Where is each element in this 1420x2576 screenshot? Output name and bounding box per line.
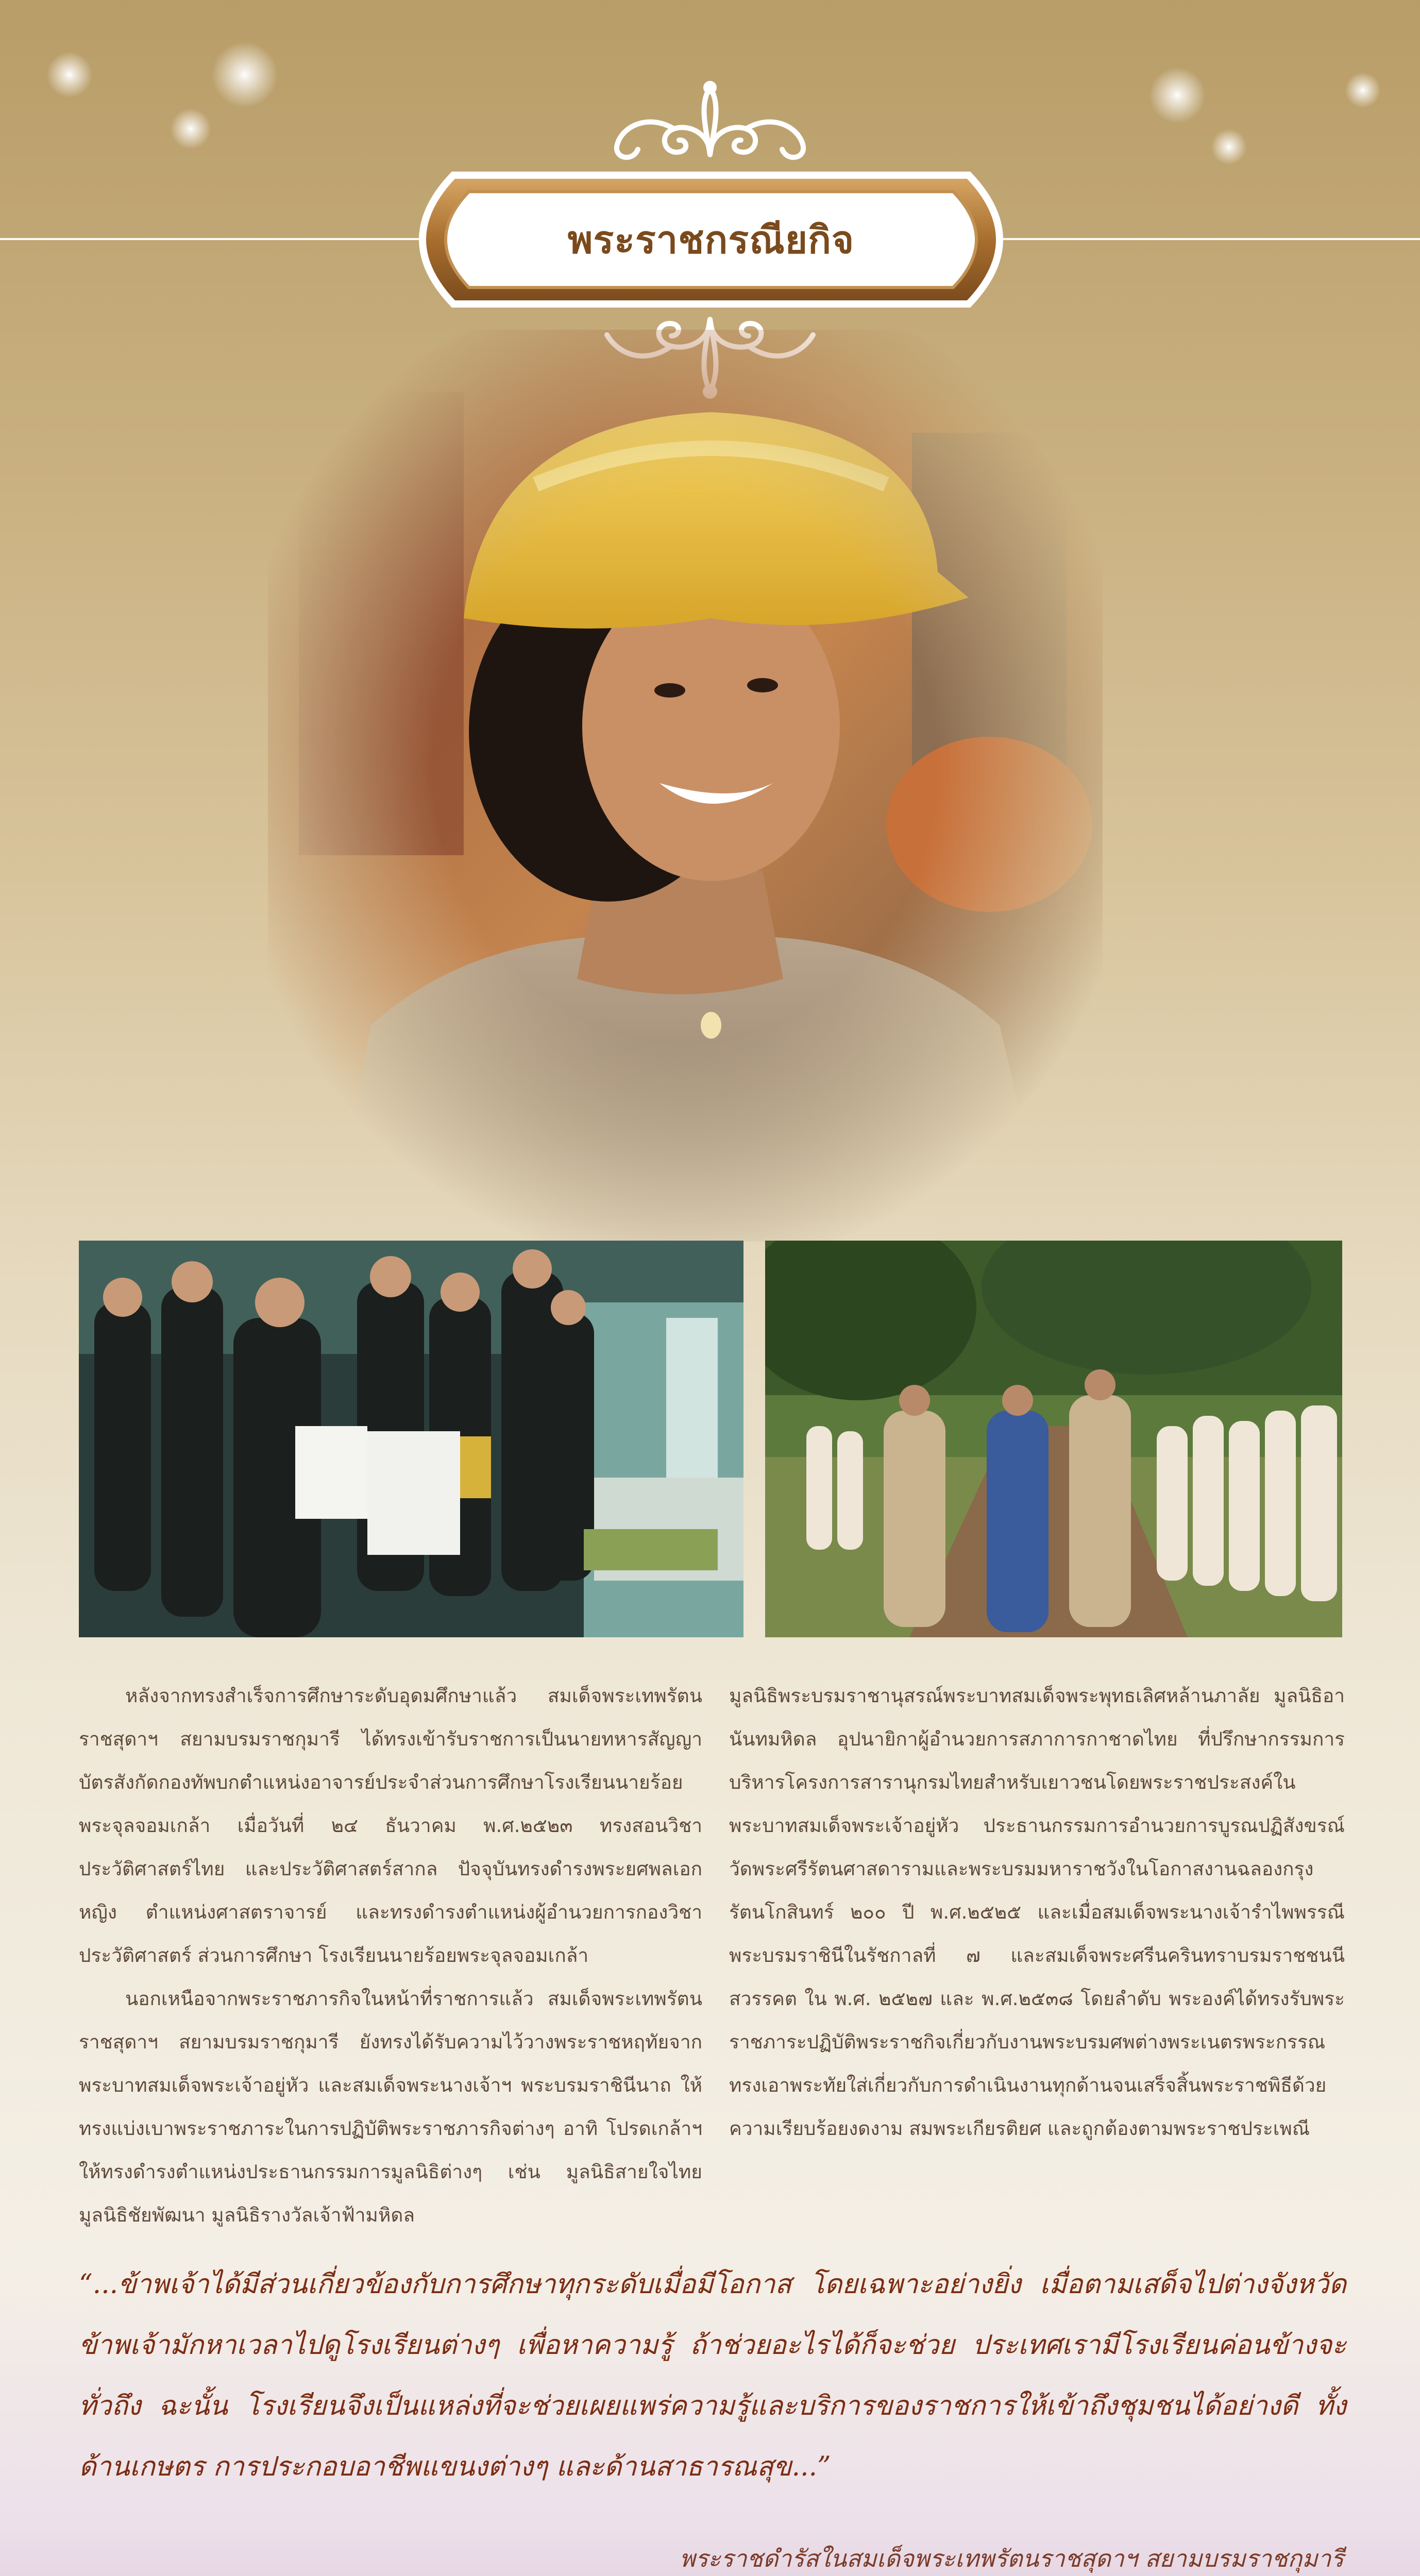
page-title: พระราชกรณียกิจ [567,218,855,262]
sparkle-decoration [1345,72,1381,108]
sparkle-decoration [170,108,211,149]
sparkle-decoration [1211,129,1247,165]
event-photo-right [765,1241,1342,1637]
sparkle-decoration [46,52,93,98]
event-photo-left [79,1241,743,1637]
article-paragraph: มูลนิธิพระบรมราชานุสรณ์พระบาทสมเด็จพระพุทธเลิศหล้านภาลัย มูลนิธิอานันทมหิดล อุปนายิกาผู้อำนวยการสภาการกาชาดไทย ที่ปรึกษากรรมการบริหารโครงการสารานุกรมไทยสำหรับเยาวชนโดยพระราชประสงค์ในพระบาทสมเด็จพระเจ้าอยู่หัว ประธานกรรมการอำนวยการบูรณปฏิสังขรณ์วัดพระศรีรัตนศาสดารามและพระบรมมหาราชวังในโอกาสงานฉลองกรุงรัตนโกสินทร์ ๒๐๐ ปี พ.ศ.๒๕๒๕ และเมื่อสมเด็จพระนางเจ้ารำไพพรรณีพระบรมราชินีในรัชกาลที่ ๗ และสมเด็จพระศรีนครินทราบรมราชชนนีสวรรคต ใน พ.ศ. ๒๕๒๗ และ พ.ศ.๒๕๓๘ โดยลำดับ พระองค์ได้ทรงรับพระราชภาระปฏิบัติพระราชกิจเกี่ยวกับงานพระบรมศพต่างพระเนตรพระกรรณทรงเอาพระทัยใส่เกี่ยวกับการดำเนินงานทุกด้านจนเสร็จสิ้นพระราชพิธีด้วยความเรียบร้อยงดงาม สมพระเกียรติยศ และถูกต้องตามพระราชประเพณี [729,1685,1345,2140]
top-ornament-icon [586,77,834,165]
royal-quote: “...ข้าพเจ้าได้มีส่วนเกี่ยวข้องกับการศึกษาทุกระดับเมื่อมีโอกาส โดยเฉพาะอย่างยิ่ง เมื่อตามเสด็จไปต่างจังหวัด ข้าพเจ้ามักหาเวลาไปดูโรงเรียนต่างๆ เพื่อหาความรู้ ถ้าช่วยอะไรได้ก็จะช่วย ประเทศเรามีโรงเรียนค่อนข้างจะทั่วถึง ฉะนั้น โรงเรียนจึงเป็นแหล่งที่จะช่วยเผยแพร่ความรู้และบริการของราชการให้เข้าถึงชุมชนได้อย่างดี ทั้งด้านเกษตร การประกอบอาชีพแขนงต่างๆ และด้านสาธารณสุข...” [79,2269,1346,2482]
article-right-column [729,1674,1345,2150]
article-left-column [79,1674,702,2237]
portrait-photo [268,330,1103,1242]
sparkle-decoration [1149,67,1206,124]
article-paragraph: นอกเหนือจากพระราชภารกิจในหน้าที่ราชการแล้ว สมเด็จพระเทพรัตนราชสุดาฯ สยามบรมราชกุมารี ยังทรงได้รับความไว้วางพระราชหฤทัยจากพระบาทสมเด็จพระเจ้าอยู่หัว และสมเด็จพระนางเจ้าฯ พระบรมราชินีนาถ ให้ทรงแบ่งเบาพระราชภาระในการปฏิบัติพระราชภารกิจต่างๆ อาทิ โปรดเกล้าฯ ให้ทรงดำรงตำแหน่งประธานกรรมการมูลนิธิต่างๆ เช่น มูลนิธิสายใจไทย มูลนิธิชัยพัฒนา มูลนิธิรางวัลเจ้าฟ้ามหิดล [79,1988,702,2226]
sparkle-decoration [211,41,278,108]
article-paragraph: หลังจากทรงสำเร็จการศึกษาระดับอุดมศึกษาแล้ว สมเด็จพระเทพรัตนราชสุดาฯ สยามบรมราชกุมารี ได้ทรงเข้ารับราชการเป็นนายทหารสัญญาบัตรสังกัดกองทัพบกตำแหน่งอาจารย์ประจำส่วนการศึกษาโรงเรียนนายร้อยพระจุลจอมเกล้า เมื่อวันที่ ๒๔ ธันวาคม พ.ศ.๒๕๒๓ ทรงสอนวิชาประวัติศาสตร์ไทย และประวัติศาสตร์สากล ปัจจุบันทรงดำรงพระยศพลเอกหญิง ตำแหน่งศาสตราจารย์ และทรงดำรงตำแหน่งผู้อำนวยการกองวิชาประวัติศาสตร์ ส่วนการศึกษา โรงเรียนนายร้อยพระจุลจอมเกล้า [79,1685,702,1967]
quote-attribution: พระราชดำรัสในสมเด็จพระเทพรัตนราชสุดาฯ สยามบรมราชกุมารี [680,2545,1344,2572]
